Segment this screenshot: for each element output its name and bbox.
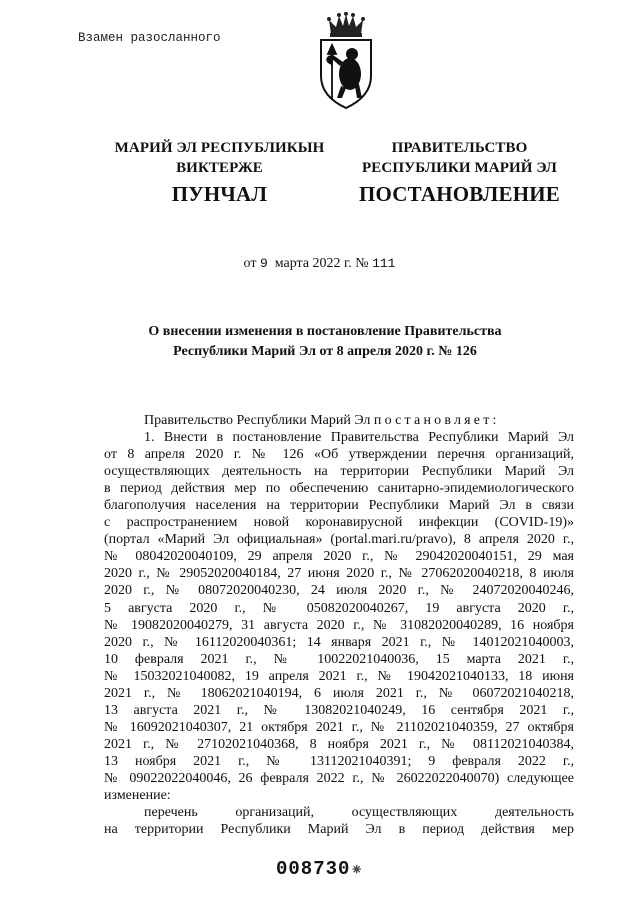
body-line: 2020 г., № 16112020040361; 14 января 2021 г., № 14012021040003, bbox=[104, 634, 574, 650]
header-right-doc-type: ПОСТАНОВЛЕНИЕ bbox=[358, 182, 561, 206]
serial-number: 008730 bbox=[276, 858, 351, 880]
title-line2: Республики Марий Эл от 8 апреля 2020 г. № 126 bbox=[173, 344, 477, 359]
crown-icon bbox=[327, 12, 365, 37]
body-line: 13 августа 2021 г., № 13082021040249, 16 сентября 2021 г., bbox=[104, 702, 574, 718]
header-right-line1: ПРАВИТЕЛЬСТВО bbox=[391, 140, 528, 156]
body-line: 2021 г., № 18062021040194, 6 июля 2021 г., № 06072021040218, bbox=[104, 685, 574, 701]
body-line: 2020 г., № 29052020040184, 27 июня 2020 г., № 27062020040218, 8 июля bbox=[104, 566, 574, 582]
header-left-block bbox=[92, 138, 347, 178]
stamp-text: Взамен разосланного bbox=[78, 31, 221, 45]
date-middle: марта 2022 г. № bbox=[274, 256, 369, 271]
header-left-line1: МАРИЙ ЭЛ РЕСПУБЛИКЫН bbox=[114, 140, 325, 156]
header-right-line2: РЕСПУБЛИКИ МАРИЙ ЭЛ bbox=[362, 160, 557, 176]
body-p0-a: Правительство Республики Марий Эл bbox=[144, 413, 374, 428]
title-line1: О внесении изменения в постановление Правительства bbox=[148, 324, 502, 339]
body-line: 2021 г., № 27102021040368, 8 ноября 2021 г., № 08112021040384, bbox=[104, 736, 574, 752]
header-left-line2: ВИКТЕРЖЕ bbox=[176, 160, 263, 176]
body-line: 13 ноября 2021 г., № 13112021040391; 9 февраля 2022 г., bbox=[104, 753, 574, 769]
header-right-block bbox=[352, 138, 567, 178]
header-left-doc-type: ПУНЧАЛ bbox=[171, 182, 268, 206]
body-line: благополучия населения на территории Республики Марий Эл в связи bbox=[104, 498, 574, 514]
body-line: в период действия мер по обеспечению санитарно-эпидемиологического bbox=[104, 481, 574, 497]
document-title bbox=[90, 322, 560, 362]
body-p0-b: постановляет: bbox=[373, 413, 500, 428]
document-number: 111 bbox=[372, 256, 396, 271]
body-line: осуществляющих деятельность на территории Республики Марий Эл bbox=[104, 464, 574, 480]
body-line: 5 августа 2020 г., № 05082020040267, 19 августа 2020 г., bbox=[104, 600, 574, 616]
body-line: изменение: bbox=[104, 788, 171, 804]
body-line: № 09022022040046, 26 февраля 2022 г., № 26022022040070) следующее bbox=[104, 770, 574, 786]
body-line: от 8 апреля 2020 г. № 126 «Об утверждении перечня организаций, bbox=[104, 447, 574, 463]
body-line: № 08042020040109, 29 апреля 2020 г., № 29042020040151, 29 мая bbox=[104, 549, 574, 565]
body-line: № 16092021040307, 21 октября 2021 г., № 21102021040359, 27 октября bbox=[104, 719, 574, 735]
date-day: 9 bbox=[259, 256, 268, 271]
body-line: с распространением новой коронавирусной инфекции (COVID-19)» bbox=[104, 515, 574, 531]
serial-mark-icon: ⁕ bbox=[350, 862, 364, 879]
coat-of-arms-emblem bbox=[317, 12, 375, 110]
date-prefix: от bbox=[243, 256, 257, 271]
date-line bbox=[0, 256, 639, 272]
body-line: № 19082020040279, 31 августа 2020 г., № 31082020040289, 16 ноября bbox=[104, 617, 574, 633]
body-first-line bbox=[104, 412, 574, 429]
body-line: 2020 г., № 08072020040230, 24 июля 2020 г., № 24072020040246, bbox=[104, 583, 574, 599]
body-line: на территории Республики Марий Эл в период действия мер bbox=[104, 822, 574, 838]
body-line: 10 февраля 2021 г., № 10022021040036, 15 марта 2021 г., bbox=[104, 651, 574, 667]
document-body bbox=[104, 412, 574, 838]
body-line: 1. Внести в постановление Правительства Республики Марий Эл bbox=[144, 430, 574, 446]
body-line: (портал «Марий Эл официальная» (portal.mari.ru/pravo), 8 апреля 2020 г., bbox=[104, 532, 574, 548]
body-line: № 15032021040082, 19 апреля 2021 г., № 19042021040133, 18 июня bbox=[104, 668, 574, 684]
body-line: перечень организаций, осуществляющих деятельность bbox=[144, 805, 574, 821]
